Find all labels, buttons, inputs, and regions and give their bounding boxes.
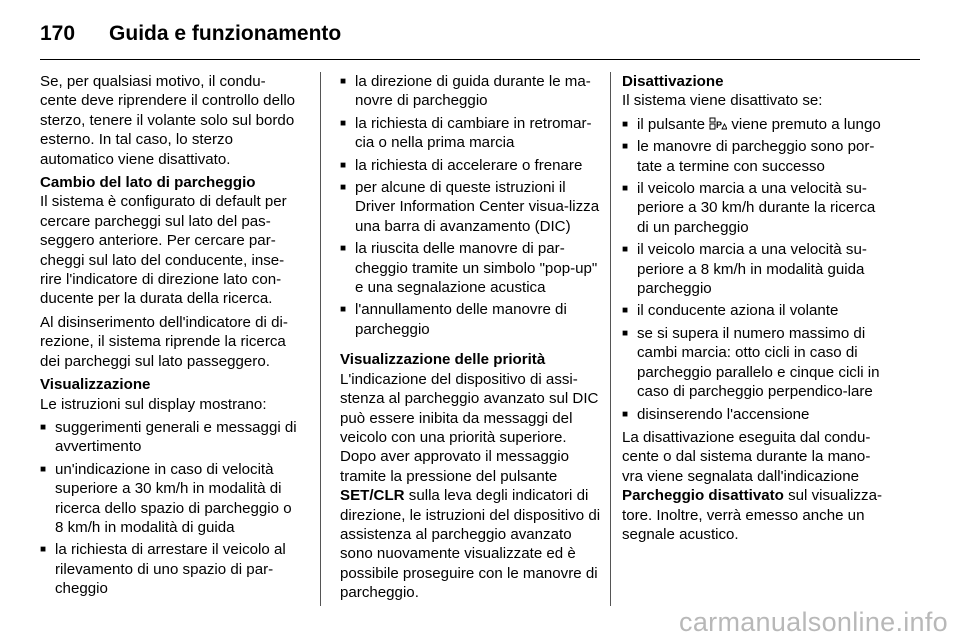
- priority-text-b: sulla leva degli indicatori di direzione, le istruzioni del dispositivo di assistenza al parcheggio avanzato sono nuovamente visualizzate ed è possibile proseguire con le manovre di parcheggio.: [340, 487, 601, 602]
- header-rule: [40, 59, 920, 60]
- column-3: [622, 72, 884, 548]
- priority-text-a: L'indicazione del dispositivo di assi-stenza al parcheggio avanzato sul DIC può essere inibita da messaggi del veicolo con una priorità superiore. Dopo aver approvato il messaggio tramite la pressione del pulsante: [340, 370, 599, 485]
- closing-paragraph: La disattivazione eseguita dal condu-cente o dal sistema durante la mano-vra viene segnalata dall'indicazione Parcheggio disattivato sul visualizza-tore. Inoltre, verrà emesso anche un segnale acustico.: [622, 428, 883, 543]
- watermark: carmanualsonline.info: [679, 607, 948, 637]
- list-item: ■ per alcune di queste istruzioni il Driver Information Center visua-lizza una barra di avanzamento (DIC): [340, 178, 602, 236]
- list-item: ■ disinserendo l'accensione: [622, 405, 884, 424]
- list-item: ■ la direzione di guida durante le ma-novre di parcheggio: [340, 72, 602, 111]
- display-list: [40, 418, 302, 599]
- list-item: ■ il conducente aziona il volante: [622, 301, 884, 320]
- deactivation-intro: Il sistema viene disattivato se:: [622, 92, 823, 110]
- display-intro: Le istruzioni sul display mostrano:: [40, 395, 267, 413]
- list-item: ■ l'annullamento delle manovre di parcheggio: [340, 300, 602, 339]
- deactivation-list: [622, 115, 884, 424]
- section-heading-deactivation: Disattivazione: [622, 73, 724, 90]
- intro-paragraph: Se, per qualsiasi motivo, il condu-cente deve riprendere il controllo dello sterzo, tenere il volante solo sul bordo esterno. In tal caso, lo sterzo automatico viene disattivato.: [40, 73, 296, 168]
- list-item: ■ un'indicazione in caso di velocità superiore a 30 km/h in modalità di ricerca dello spazio di parcheggio o 8 km/h in modalità di guida: [40, 460, 302, 538]
- side-change-paragraph-2: Al disinserimento dell'indicatore di di-rezione, il sistema riprende la ricerca dei parcheggi sul lato passeggero.: [40, 313, 288, 370]
- list-item: ■ il veicolo marcia a una velocità su-periore a 30 km/h durante la ricerca di un parcheggio: [622, 179, 884, 237]
- chapter-title: Guida e funzionamento: [109, 22, 342, 45]
- svg-text:P: P: [716, 119, 723, 130]
- list-item: ■ se si supera il numero massimo di cambi marcia: otto cicli in caso di parcheggio parallelo e cinque cicli in caso di parcheggio perpendico-lare: [622, 324, 884, 402]
- list-item: ■ la richiesta di arrestare il veicolo al rilevamento di uno spazio di par-cheggio: [40, 540, 302, 598]
- column-2: [340, 72, 602, 607]
- column-divider: [610, 72, 611, 606]
- page-header: [40, 14, 920, 54]
- page-number: 170: [40, 22, 76, 45]
- list-item: ■ la richiesta di accelerare o frenare: [340, 156, 602, 175]
- list-item: ■ il veicolo marcia a una velocità su-periore a 8 km/h in modalità guida parcheggio: [622, 240, 884, 298]
- column-1: [40, 72, 302, 603]
- list-item: ■ la richiesta di cambiare in retromar-cia o nella prima marcia: [340, 114, 602, 153]
- section-heading-display: Visualizzazione: [40, 376, 151, 394]
- priority-paragraph: [340, 370, 602, 603]
- section-heading-priority: Visualizzazione delle priorità: [340, 351, 546, 369]
- section-heading-side-change: Cambio del lato di parcheggio: [40, 174, 256, 192]
- list-item: ■ la riuscita delle manovre di par-cheggio tramite un simbolo "pop-up" e una segnalazione acustica: [340, 239, 602, 297]
- list-item: ■ il pulsante P viene premuto a lungo: [622, 115, 884, 134]
- list-item: ■ suggerimenti generali e messaggi di avvertimento: [40, 418, 302, 457]
- side-change-paragraph: Il sistema è configurato di default per cercare parcheggi sul lato del pas-seggero anteriore. Per cercare par-cheggi sul lato del conducente, inse-rire l'indicatore di direzione lato con-ducente per la durata della ricerca.: [40, 193, 287, 308]
- column-divider: [320, 72, 321, 606]
- parking-deactivated-label: Parcheggio disattivato: [622, 487, 784, 505]
- display-list-continued: [340, 72, 602, 339]
- list-item: ■ le manovre di parcheggio sono por-tate a termine con successo: [622, 137, 884, 176]
- park-assist-icon: [709, 117, 727, 131]
- set-clr-label: SET/CLR: [340, 487, 405, 505]
